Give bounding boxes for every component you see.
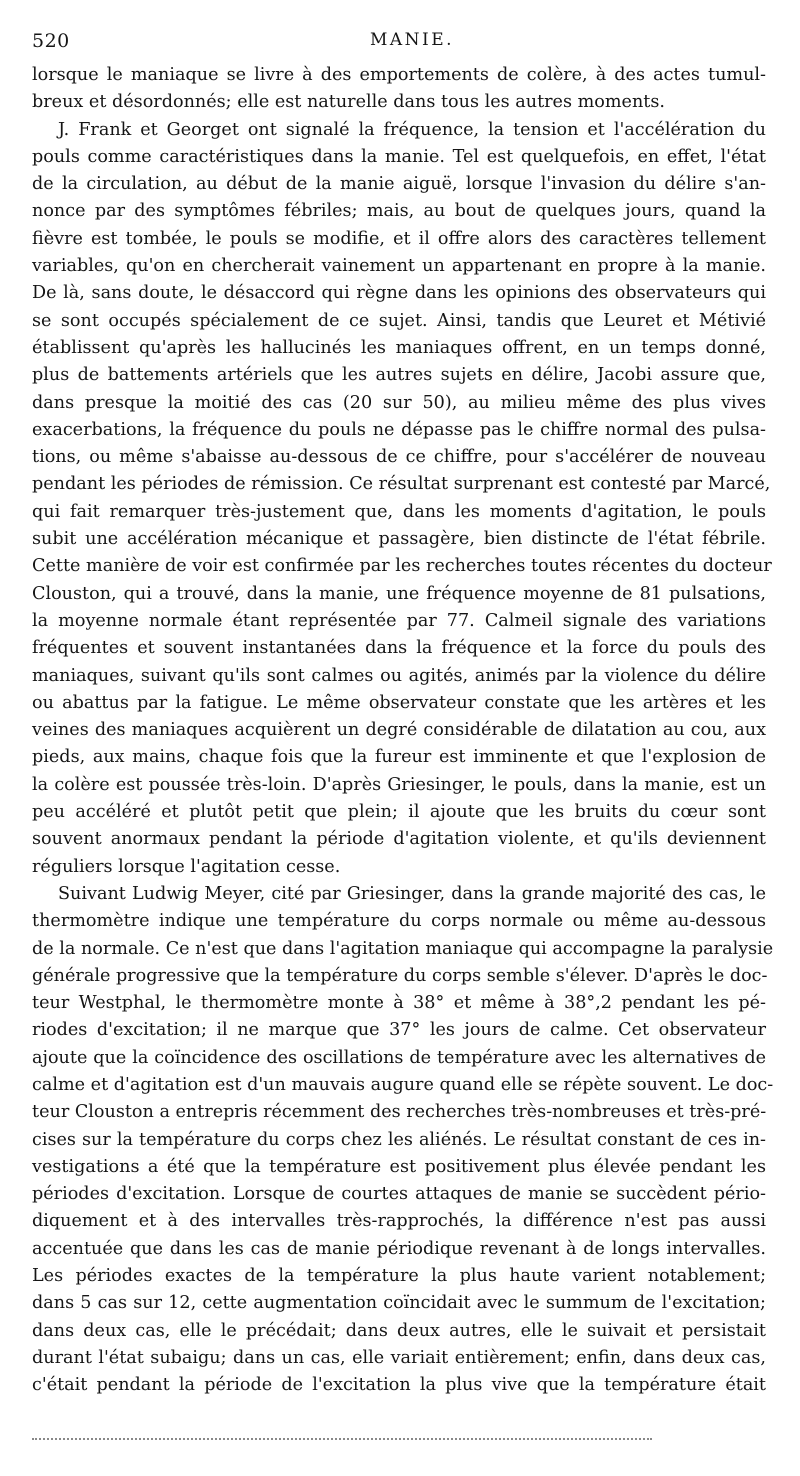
text-line: variables, qu'on en chercherait vainement un appartenant en propre à la manie. <box>32 256 766 277</box>
text-line: périodes d'excitation. Lorsque de courtes attaques de manie se succèdent pério- <box>32 1184 766 1205</box>
text-line: thermomètre indique une température du corps normale ou même au-dessous <box>32 911 766 932</box>
text-line: peu accéléré et plutôt petit que plein; il ajoute que les bruits du cœur sont <box>32 802 766 823</box>
footer-dotted-rule <box>32 1438 652 1440</box>
text-line: Suivant Ludwig Meyer, cité par Griesinger, dans la grande majorité des cas, le <box>58 883 766 904</box>
text-line: pieds, aux mains, chaque fois que la fureur est imminente et que l'explosion de <box>32 747 766 768</box>
text-line: exacerbations, la fréquence du pouls ne dépasse pas le chiffre normal des pulsa- <box>32 419 766 440</box>
text-line: dans presque la moitié des cas (20 sur 50), au milieu même des plus vives <box>32 392 766 413</box>
text-line: réguliers lorsque l'agitation cesse. <box>32 856 341 877</box>
text-line: dans deux cas, elle le précédait; dans deux autres, elle le suivait et persistait <box>32 1320 766 1341</box>
text-line: lorsque le maniaque se livre à des emportements de colère, à des actes tumul- <box>32 65 766 85</box>
text-line: durant l'état subaigu; dans un cas, elle variait entièrement; enfin, dans deux cas, <box>32 1347 766 1368</box>
text-line: générale progressive que la température du corps semble s'élever. D'après le doc- <box>32 965 768 986</box>
text-line: J. Frank et Georget ont signalé la fréquence, la tension et l'accélération du <box>58 119 766 140</box>
page <box>32 30 774 1400</box>
text-line: tions, ou même s'abaisse au-dessous de ce chiffre, pour s'accélérer de nouveau <box>32 447 766 468</box>
text-line: veines des maniaques acquièrent un degré considérable de dilatation au cou, aux <box>32 720 766 741</box>
text-line: ou abattus par la fatigue. Le même observateur constate que les artères et les <box>32 692 766 713</box>
text-line: de la circulation, au début de la manie aiguë, lorsque l'invasion du délire s'an- <box>32 174 766 195</box>
text-line: nonce par des symptômes fébriles; mais, au bout de quelques jours, quand la <box>32 201 766 222</box>
text-line: établissent qu'après les hallucinés les maniaques offrent, en un temps donné, <box>32 337 766 358</box>
text-line: de la normale. Ce n'est que dans l'agitation maniaque qui accompagne la paralysie <box>32 938 774 959</box>
text-line: maniaques, suivant qu'ils sont calmes ou agités, animés par la violence du délire <box>32 665 766 686</box>
running-title: MANIE. <box>370 30 455 50</box>
text-line: breux et désordonnés; elle est naturelle dans tous les autres moments. <box>32 92 665 113</box>
text-line: diquement et à des intervalles très-rapprochés, la différence n'est pas aussi <box>32 1211 766 1232</box>
page-number: 520 <box>32 30 70 52</box>
text-line: dans 5 cas sur 12, cette augmentation coïncidait avec le summum de l'excitation; <box>32 1293 766 1314</box>
text-line: souvent anormaux pendant la période d'agitation violente, et qu'ils deviennent <box>32 829 766 850</box>
text-line: Les périodes exactes de la température la plus haute varient notablement; <box>32 1266 766 1287</box>
text-line: qui fait remarquer très-justement que, dans les moments d'agitation, le pouls <box>32 501 766 522</box>
text-line: la moyenne normale étant représentée par 77. Calmeil signale des variations <box>32 610 766 631</box>
text-line: De là, sans doute, le désaccord qui règne dans les opinions des observateurs qui <box>32 283 766 304</box>
text-line: c'était pendant la période de l'excitation la plus vive que la température était <box>32 1375 766 1396</box>
text-line: plus de battements artériels que les autres sujets en délire, Jacobi assure que, <box>32 365 766 386</box>
text-line: teur Clouston a entrepris récemment des recherches très-nombreuses et très-pré- <box>32 1102 767 1123</box>
text-line: teur Westphal, le thermomètre monte à 38° et même à 38°,2 pendant les pé- <box>32 993 766 1014</box>
text-line: calme et d'agitation est d'un mauvais augure quand elle se répète souvent. Le doc- <box>32 1074 774 1095</box>
text-line: la colère est poussée très-loin. D'après Griesinger, le pouls, dans la manie, est un <box>32 774 766 795</box>
text-line: cises sur la température du corps chez les aliénés. Le résultat constant de ces in- <box>32 1129 766 1150</box>
text-line: pouls comme caractéristiques dans la manie. Tel est quelquefois, en effet, l'état <box>32 146 766 167</box>
text-line: Clouston, qui a trouvé, dans la manie, une fréquence moyenne de 81 pulsations, <box>32 583 766 604</box>
text-line: fièvre est tombée, le pouls se modifie, et il offre alors des caractères tellement <box>32 228 766 249</box>
text-line: subit une accélération mécanique et passagère, bien distincte de l'état fébrile. <box>32 529 766 550</box>
text-line: fréquentes et souvent instantanées dans la fréquence et la force du pouls des <box>32 638 766 659</box>
text-line: se sont occupés spécialement de ce sujet. Ainsi, tandis que Leuret et Métivié <box>32 310 766 331</box>
text-line: accentuée que dans les cas de manie périodique revenant à de longs intervalles. <box>32 1238 766 1259</box>
text-line: ajoute que la coïncidence des oscillations de température avec les alternatives de <box>32 1047 766 1068</box>
text-line: vestigations a été que la température est positivement plus élevée pendant les <box>32 1156 766 1177</box>
body-text <box>32 62 774 1400</box>
text-line: riodes d'excitation; il ne marque que 37° les jours de calme. Cet observateur <box>32 1020 766 1041</box>
text-line: pendant les périodes de rémission. Ce résultat surprenant est contesté par Marcé, <box>32 474 771 495</box>
page-header <box>32 30 766 62</box>
text-line: Cette manière de voir est confirmée par les recherches toutes récentes du docteur <box>32 556 772 577</box>
